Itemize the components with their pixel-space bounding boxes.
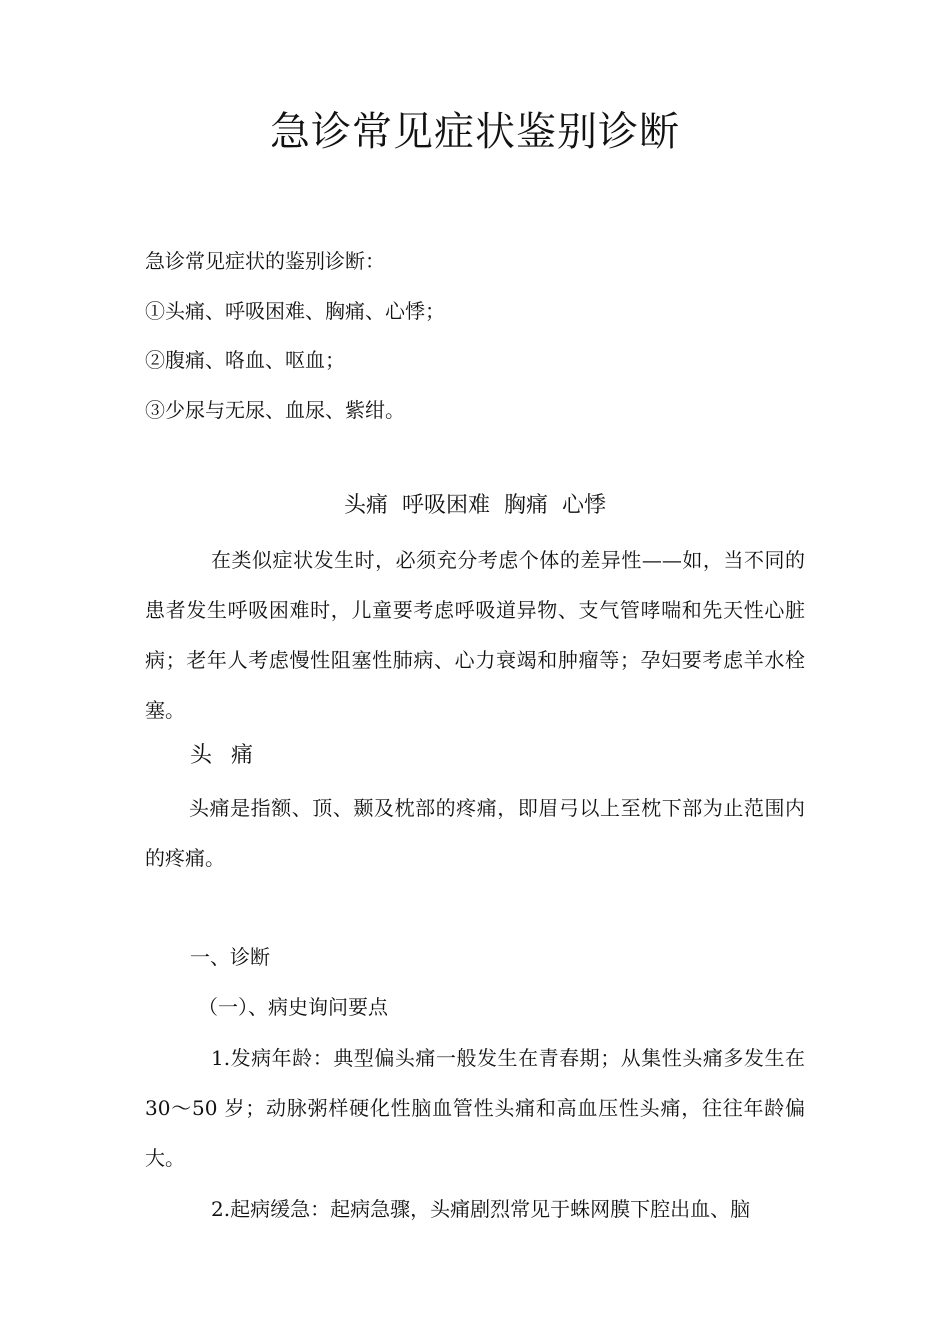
intro-item-3: ③少尿与无尿、血尿、紫绀。	[145, 398, 405, 422]
intro-item-2: ②腹痛、咯血、呕血；	[145, 348, 345, 372]
section-heading: 头痛 呼吸困难 胸痛 心悸	[344, 493, 606, 518]
intro-item-1: ①头痛、呼吸困难、胸痛、心悸；	[145, 299, 445, 323]
document-title: 急诊常见症状鉴别诊断	[270, 109, 680, 155]
diagnosis-heading: 一、诊断	[190, 945, 270, 969]
diagnosis-point-1: 1.发病年龄：典型偏头痛一般发生在青春期；从集性头痛多发生在 30～50 岁；动脉粥样硬化性脑血管性头痛和高血压性头痛，往往年龄偏大。	[145, 1046, 805, 1170]
diagnosis-point-2: 2.起病缓急：起病急骤，头痛剧烈常见于蛛网膜下腔出血、脑	[211, 1197, 751, 1221]
intro-lead: 急诊常见症状的鉴别诊断：	[145, 249, 385, 273]
diagnosis-subheading: （一）、病史询问要点	[198, 995, 388, 1019]
headache-definition: 头痛是指额、顶、颞及枕部的疼痛，即眉弓以上至枕下部为止范围内的疼痛。	[145, 796, 805, 870]
headache-heading: 头 痛	[190, 743, 259, 768]
section-paragraph: 在类似症状发生时，必须充分考虑个体的差异性——如，当不同的患者发生呼吸困难时，儿童要考虑呼吸道异物、支气管哮喘和先天性心脏病；老年人考虑慢性阻塞性肺病、心力衰竭和肿瘤等；孕妇要考虑羊水栓塞。	[145, 548, 805, 722]
